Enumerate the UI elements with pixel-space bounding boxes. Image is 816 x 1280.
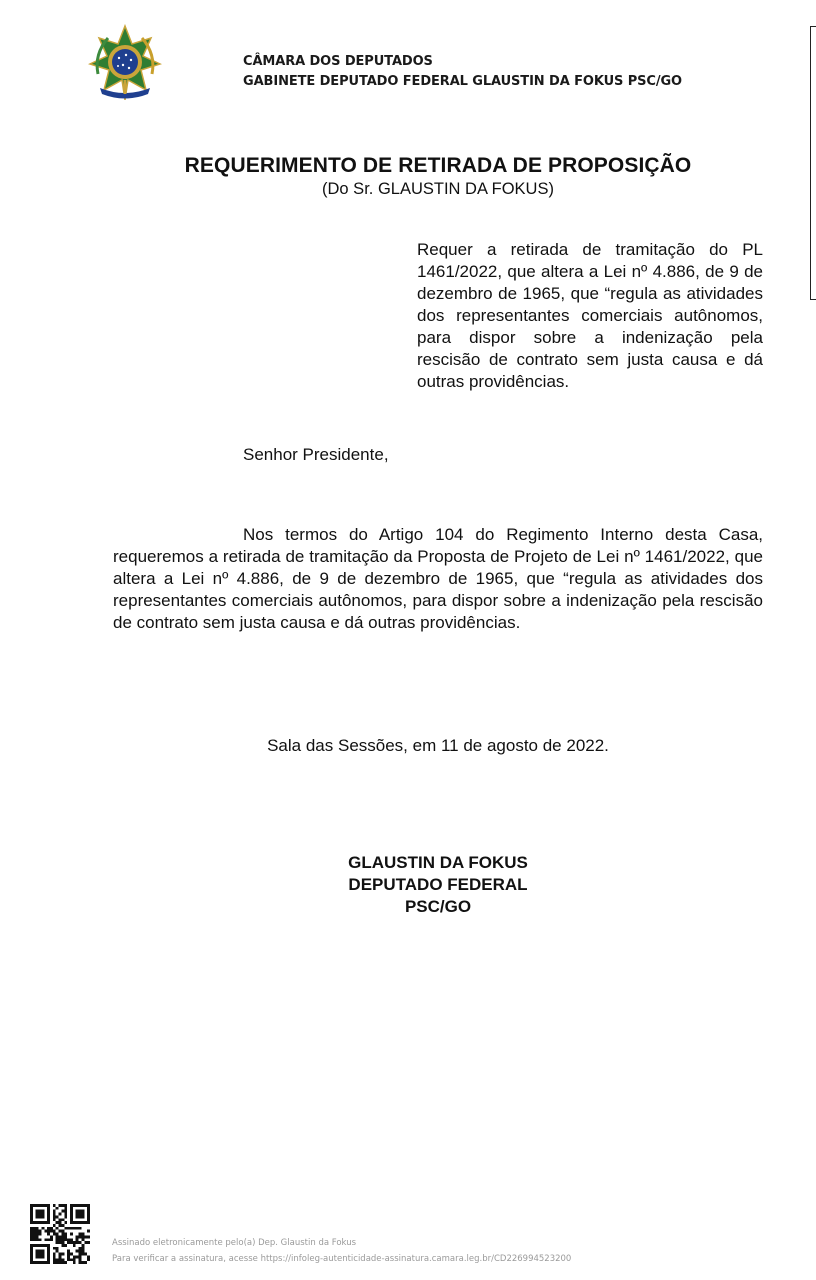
title-block [0,153,816,199]
place-and-date: Sala das Sessões, em 11 de agosto de 2022. [267,736,609,755]
signed-by-text: Assinado eletronicamente pelo(a) Dep. Glaustin da Fokus [112,1238,357,1248]
document-subtitle: (Do Sr. GLAUSTIN DA FOKUS) [322,180,554,198]
letterhead [243,52,682,92]
signatory-role: DEPUTADO FEDERAL [348,875,528,894]
signatory-party: PSC/GO [404,897,472,916]
verification-text: Para verificar a assinatura, acesse https://infoleg-autenticidade-assinatura.camara.leg.br/CD226994523200 [112,1254,572,1264]
qr-code-icon[interactable] [30,1204,90,1264]
signature-block [0,852,816,918]
ementa-summary: Requer a retirada de tramitação do PL 1461/2022, que altera a Lei nº 4.886, de 9 de dezembro de 1965, que “regula as atividades dos representantes comerciais autônomos, para dispor sobre a indenização pela rescisão de contrato sem justa causa e dá outras providências. [417,240,763,391]
electronic-signature-note [112,1235,571,1267]
brazil-coat-of-arms-icon [88,24,162,100]
body-paragraph: Nos termos do Artigo 104 do Regimento Interno desta Casa, requeremos a retirada de tramitação da Proposta de Projeto de Lei nº 1461/2022, que altera a Lei nº 4.886, de 9 de dezembro de 1965, que “regula as atividades dos representantes comerciais autônomos, para dispor sobre a indenização pela rescisão de contrato sem justa causa e dá outras providências. [113,525,763,632]
institution-name: CÂMARA DOS DEPUTADOS [243,54,433,69]
office-name: GABINETE DEPUTADO FEDERAL GLAUSTIN DA FOKUS PSC/GO [243,74,683,89]
salutation: Senhor Presidente, [243,445,389,464]
signatory-name: GLAUSTIN DA FOKUS [348,853,528,872]
document-title: REQUERIMENTO DE RETIRADA DE PROPOSIÇÃO [184,154,692,177]
